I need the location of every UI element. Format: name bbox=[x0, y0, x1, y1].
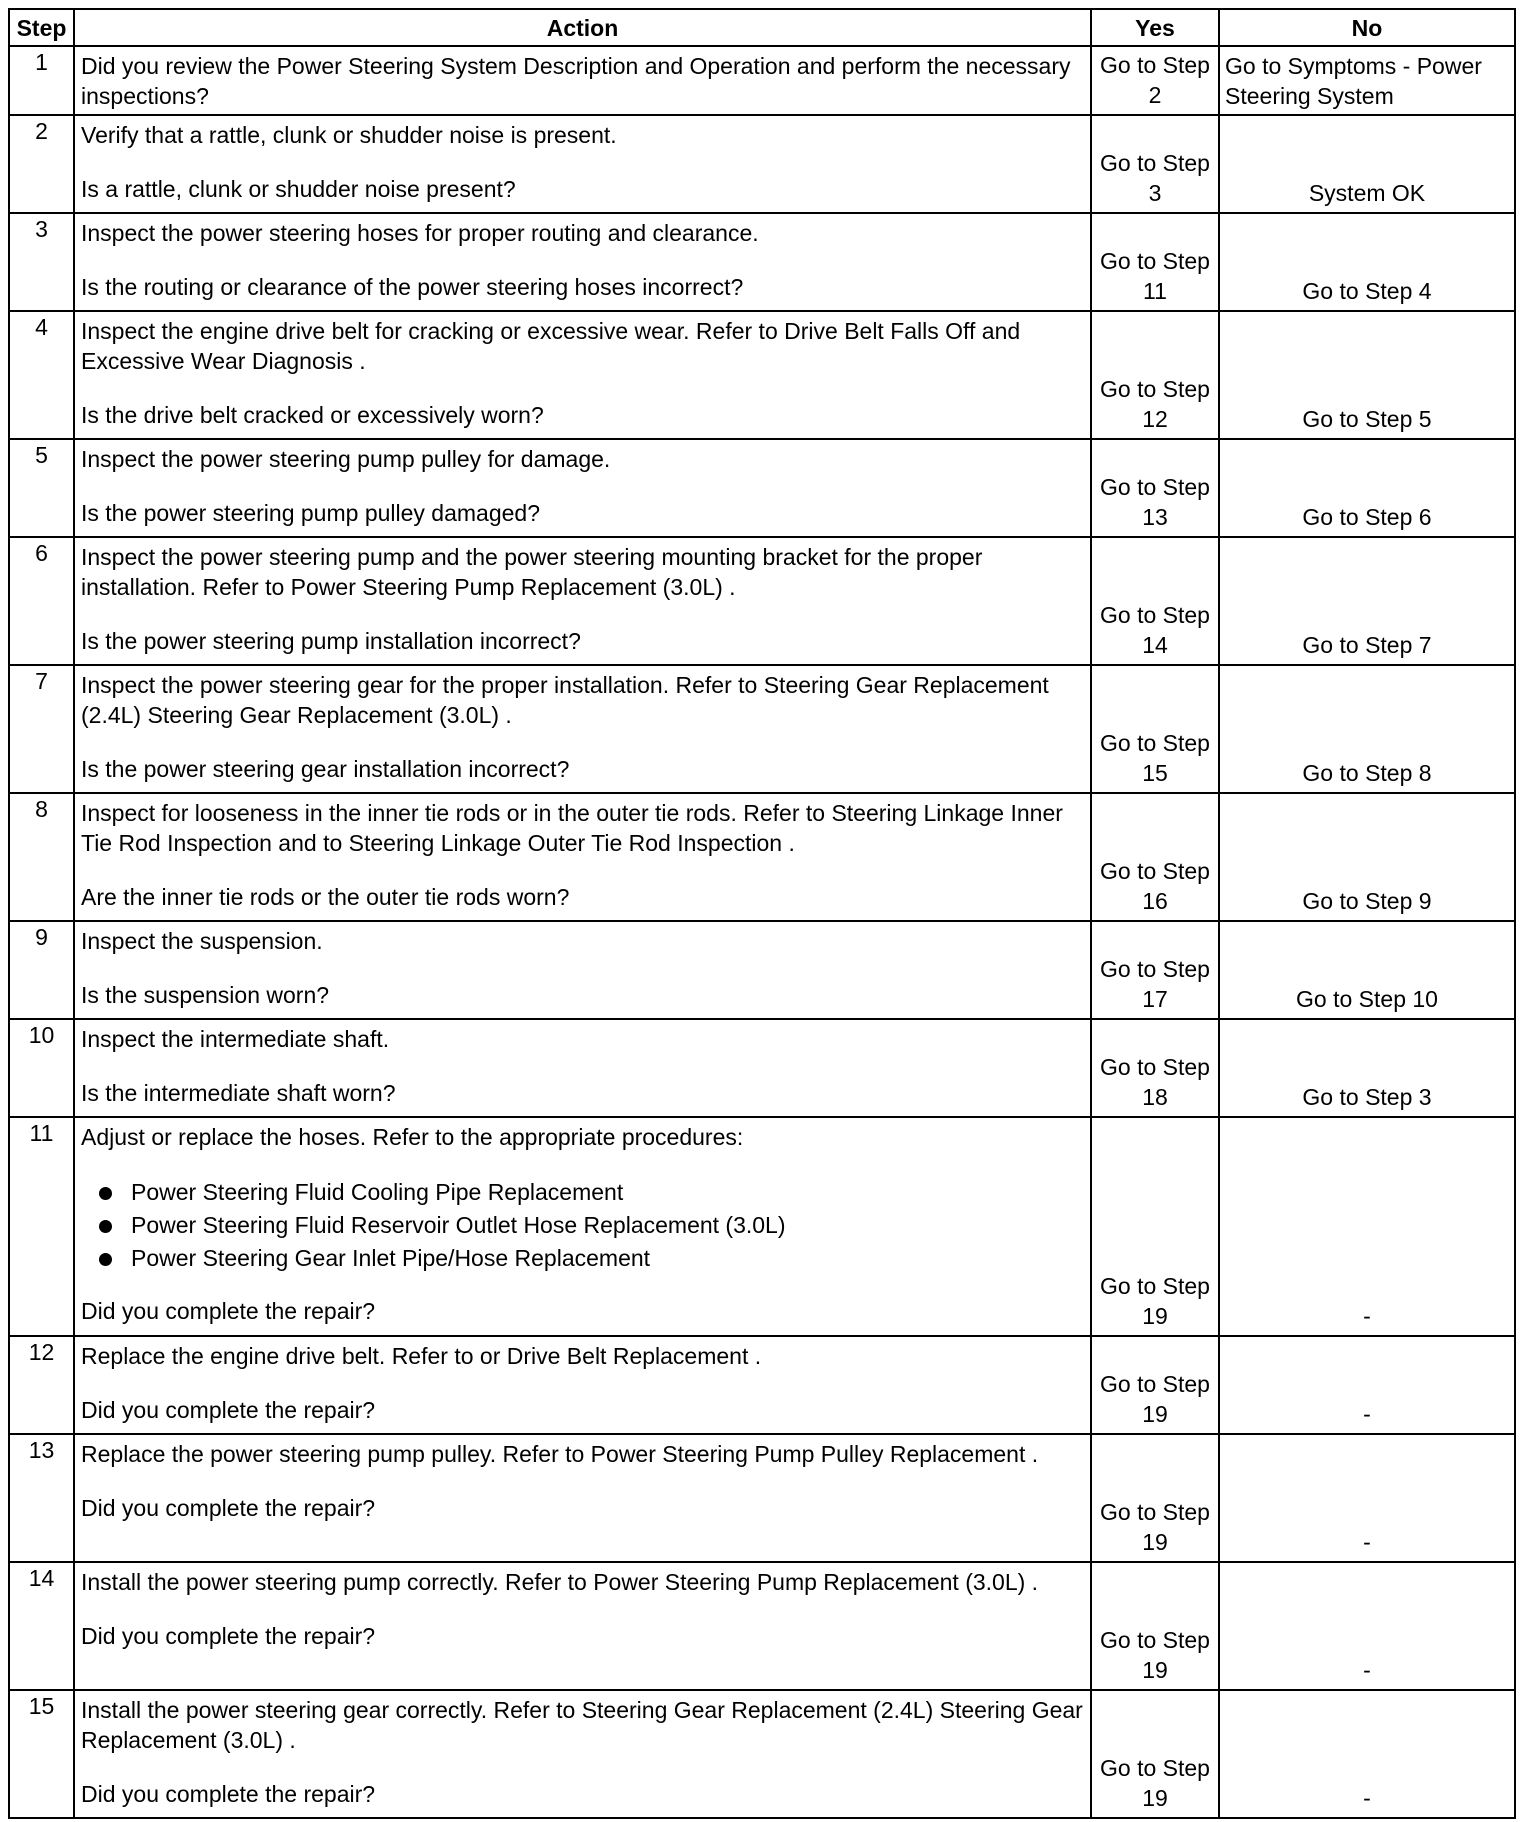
action-question: Is the intermediate shaft worn? bbox=[81, 1080, 396, 1106]
yes-cell bbox=[1091, 1434, 1219, 1562]
table-row bbox=[9, 1336, 1515, 1434]
header-step: Step bbox=[9, 9, 74, 46]
no-cell bbox=[1219, 46, 1515, 115]
step-number: 1 bbox=[9, 46, 74, 115]
no-cell bbox=[1219, 793, 1515, 921]
step-number: 3 bbox=[9, 213, 74, 311]
action-cell bbox=[74, 1690, 1091, 1818]
no-result: - bbox=[1363, 1303, 1371, 1329]
table-row bbox=[9, 793, 1515, 921]
no-cell bbox=[1219, 439, 1515, 537]
procedure-list bbox=[81, 1176, 1084, 1275]
table-row bbox=[9, 1117, 1515, 1336]
header-action: Action bbox=[74, 9, 1091, 46]
step-number: 15 bbox=[9, 1690, 74, 1818]
no-cell bbox=[1219, 1117, 1515, 1336]
action-cell bbox=[74, 1117, 1091, 1336]
yes-cell bbox=[1091, 1117, 1219, 1336]
table-row bbox=[9, 213, 1515, 311]
diagnostic-table-container bbox=[8, 8, 1514, 1819]
action-cell bbox=[74, 537, 1091, 665]
action-text: Install the power steering gear correctly. Refer to Steering Gear Replacement (2.4L) Steering Gear Replacement (3.0L) . bbox=[81, 1697, 1083, 1753]
yes-result: Go to Step 16 bbox=[1100, 858, 1210, 914]
no-cell bbox=[1219, 1434, 1515, 1562]
yes-cell bbox=[1091, 115, 1219, 213]
action-text: Replace the engine drive belt. Refer to or Drive Belt Replacement . bbox=[81, 1343, 762, 1369]
no-result: Go to Step 10 bbox=[1296, 986, 1438, 1012]
yes-cell bbox=[1091, 439, 1219, 537]
no-result: - bbox=[1363, 1401, 1371, 1427]
step-number: 9 bbox=[9, 921, 74, 1019]
action-question: Did you complete the repair? bbox=[81, 1397, 376, 1423]
action-cell bbox=[74, 1434, 1091, 1562]
action-question: Is the power steering pump installation incorrect? bbox=[81, 628, 581, 654]
yes-result: Go to Step 19 bbox=[1100, 1627, 1210, 1683]
yes-result: Go to Step 15 bbox=[1100, 730, 1210, 786]
list-item: Power Steering Gear Inlet Pipe/Hose Replacement bbox=[81, 1242, 1084, 1275]
no-cell bbox=[1219, 311, 1515, 439]
table-row bbox=[9, 665, 1515, 793]
action-question: Is the drive belt cracked or excessively worn? bbox=[81, 402, 544, 428]
table-row bbox=[9, 46, 1515, 115]
table-row bbox=[9, 311, 1515, 439]
action-text: Replace the power steering pump pulley. Refer to Power Steering Pump Pulley Replacement . bbox=[81, 1441, 1039, 1467]
no-cell bbox=[1219, 537, 1515, 665]
no-cell bbox=[1219, 921, 1515, 1019]
action-text: Inspect the power steering hoses for proper routing and clearance. bbox=[81, 220, 759, 246]
action-question: Is the power steering pump pulley damaged? bbox=[81, 500, 541, 526]
yes-cell bbox=[1091, 213, 1219, 311]
step-number: 8 bbox=[9, 793, 74, 921]
yes-result: Go to Step 19 bbox=[1100, 1499, 1210, 1555]
action-cell bbox=[74, 793, 1091, 921]
step-number: 11 bbox=[9, 1117, 74, 1336]
no-cell bbox=[1219, 115, 1515, 213]
action-cell bbox=[74, 311, 1091, 439]
action-cell bbox=[74, 213, 1091, 311]
step-number: 4 bbox=[9, 311, 74, 439]
yes-cell bbox=[1091, 793, 1219, 921]
step-number: 2 bbox=[9, 115, 74, 213]
action-cell bbox=[74, 921, 1091, 1019]
yes-result: Go to Step 19 bbox=[1100, 1371, 1210, 1427]
no-result: Go to Step 6 bbox=[1302, 504, 1432, 530]
yes-cell bbox=[1091, 537, 1219, 665]
step-number: 12 bbox=[9, 1336, 74, 1434]
step-number: 6 bbox=[9, 537, 74, 665]
no-result: Go to Step 9 bbox=[1302, 888, 1432, 914]
action-cell bbox=[74, 1562, 1091, 1690]
action-cell bbox=[74, 1019, 1091, 1117]
yes-cell bbox=[1091, 46, 1219, 115]
yes-cell bbox=[1091, 665, 1219, 793]
action-question: Is a rattle, clunk or shudder noise present? bbox=[81, 176, 516, 202]
yes-result: Go to Step 19 bbox=[1100, 1755, 1210, 1811]
action-text: Inspect the power steering gear for the proper installation. Refer to Steering Gear Replacement (2.4L) Steering Gear Replacement (3.0L) . bbox=[81, 672, 1049, 728]
yes-result: Go to Step 12 bbox=[1100, 376, 1210, 432]
step-number: 13 bbox=[9, 1434, 74, 1562]
no-result: Go to Step 7 bbox=[1302, 632, 1432, 658]
table-row bbox=[9, 439, 1515, 537]
yes-result: Go to Step 2 bbox=[1100, 52, 1210, 108]
action-question: Is the suspension worn? bbox=[81, 982, 330, 1008]
action-cell bbox=[74, 1336, 1091, 1434]
no-result: Go to Step 4 bbox=[1302, 278, 1432, 304]
action-text: Inspect the power steering pump and the power steering mounting bracket for the proper installation. Refer to Power Steering Pump Replacement (3.0L) . bbox=[81, 544, 983, 600]
action-text: Install the power steering pump correctly. Refer to Power Steering Pump Replacement (3.0L) . bbox=[81, 1569, 1039, 1595]
action-cell bbox=[74, 665, 1091, 793]
no-cell bbox=[1219, 1562, 1515, 1690]
yes-result: Go to Step 17 bbox=[1100, 956, 1210, 1012]
step-number: 5 bbox=[9, 439, 74, 537]
table-row bbox=[9, 1690, 1515, 1818]
action-text: Adjust or replace the hoses. Refer to the appropriate procedures: bbox=[81, 1124, 744, 1150]
no-result: Go to Step 3 bbox=[1302, 1084, 1432, 1110]
table-row bbox=[9, 1562, 1515, 1690]
no-cell bbox=[1219, 213, 1515, 311]
action-question: Did you complete the repair? bbox=[81, 1298, 376, 1324]
action-text: Inspect the power steering pump pulley for damage. bbox=[81, 446, 611, 472]
action-question: Is the power steering gear installation incorrect? bbox=[81, 756, 570, 782]
diagnostic-table bbox=[8, 8, 1516, 1819]
yes-cell bbox=[1091, 1562, 1219, 1690]
action-text: Inspect the intermediate shaft. bbox=[81, 1026, 390, 1052]
yes-result: Go to Step 14 bbox=[1100, 602, 1210, 658]
action-question: Did you complete the repair? bbox=[81, 1623, 376, 1649]
action-cell bbox=[74, 115, 1091, 213]
action-question: Did you complete the repair? bbox=[81, 1781, 376, 1807]
action-text: Verify that a rattle, clunk or shudder noise is present. bbox=[81, 122, 617, 148]
yes-cell bbox=[1091, 1690, 1219, 1818]
no-result: - bbox=[1363, 1529, 1371, 1555]
no-result: Go to Step 8 bbox=[1302, 760, 1432, 786]
no-result: Go to Step 5 bbox=[1302, 406, 1432, 432]
table-row bbox=[9, 115, 1515, 213]
action-question: Is the routing or clearance of the power steering hoses incorrect? bbox=[81, 274, 744, 300]
action-text: Inspect for looseness in the inner tie rods or in the outer tie rods. Refer to Steering Linkage Inner Tie Rod Inspection and to Steering Linkage Outer Tie Rod Inspection . bbox=[81, 800, 1063, 856]
no-cell bbox=[1219, 1690, 1515, 1818]
action-text: Did you review the Power Steering System Description and Operation and perform the necessary inspections? bbox=[74, 46, 1091, 115]
no-result: System OK bbox=[1308, 180, 1426, 206]
yes-result: Go to Step 11 bbox=[1100, 248, 1210, 304]
yes-cell bbox=[1091, 1336, 1219, 1434]
no-cell bbox=[1219, 665, 1515, 793]
header-no: No bbox=[1219, 9, 1515, 46]
table-row bbox=[9, 1019, 1515, 1117]
yes-result: Go to Step 19 bbox=[1100, 1273, 1210, 1329]
no-cell bbox=[1219, 1336, 1515, 1434]
list-item: Power Steering Fluid Cooling Pipe Replacement bbox=[81, 1176, 1084, 1209]
action-cell bbox=[74, 439, 1091, 537]
action-text: Inspect the engine drive belt for cracking or excessive wear. Refer to Drive Belt Falls Off and Excessive Wear Diagnosis . bbox=[81, 318, 1021, 374]
list-item: Power Steering Fluid Reservoir Outlet Hose Replacement (3.0L) bbox=[81, 1209, 1084, 1242]
action-question: Did you complete the repair? bbox=[81, 1495, 376, 1521]
table-row bbox=[9, 1434, 1515, 1562]
step-number: 10 bbox=[9, 1019, 74, 1117]
table-header-row bbox=[9, 9, 1515, 46]
yes-result: Go to Step 18 bbox=[1100, 1054, 1210, 1110]
header-yes: Yes bbox=[1091, 9, 1219, 46]
yes-cell bbox=[1091, 1019, 1219, 1117]
no-result: - bbox=[1363, 1785, 1371, 1811]
step-number: 14 bbox=[9, 1562, 74, 1690]
table-row bbox=[9, 921, 1515, 1019]
table-row bbox=[9, 537, 1515, 665]
action-question: Are the inner tie rods or the outer tie rods worn? bbox=[81, 884, 570, 910]
no-cell bbox=[1219, 1019, 1515, 1117]
step-number: 7 bbox=[9, 665, 74, 793]
yes-result: Go to Step 3 bbox=[1100, 150, 1210, 206]
action-text: Inspect the suspension. bbox=[81, 928, 323, 954]
no-result: - bbox=[1363, 1657, 1371, 1683]
yes-result: Go to Step 13 bbox=[1100, 474, 1210, 530]
yes-cell bbox=[1091, 311, 1219, 439]
yes-cell bbox=[1091, 921, 1219, 1019]
no-result: Go to Symptoms - Power Steering System bbox=[1225, 53, 1482, 109]
